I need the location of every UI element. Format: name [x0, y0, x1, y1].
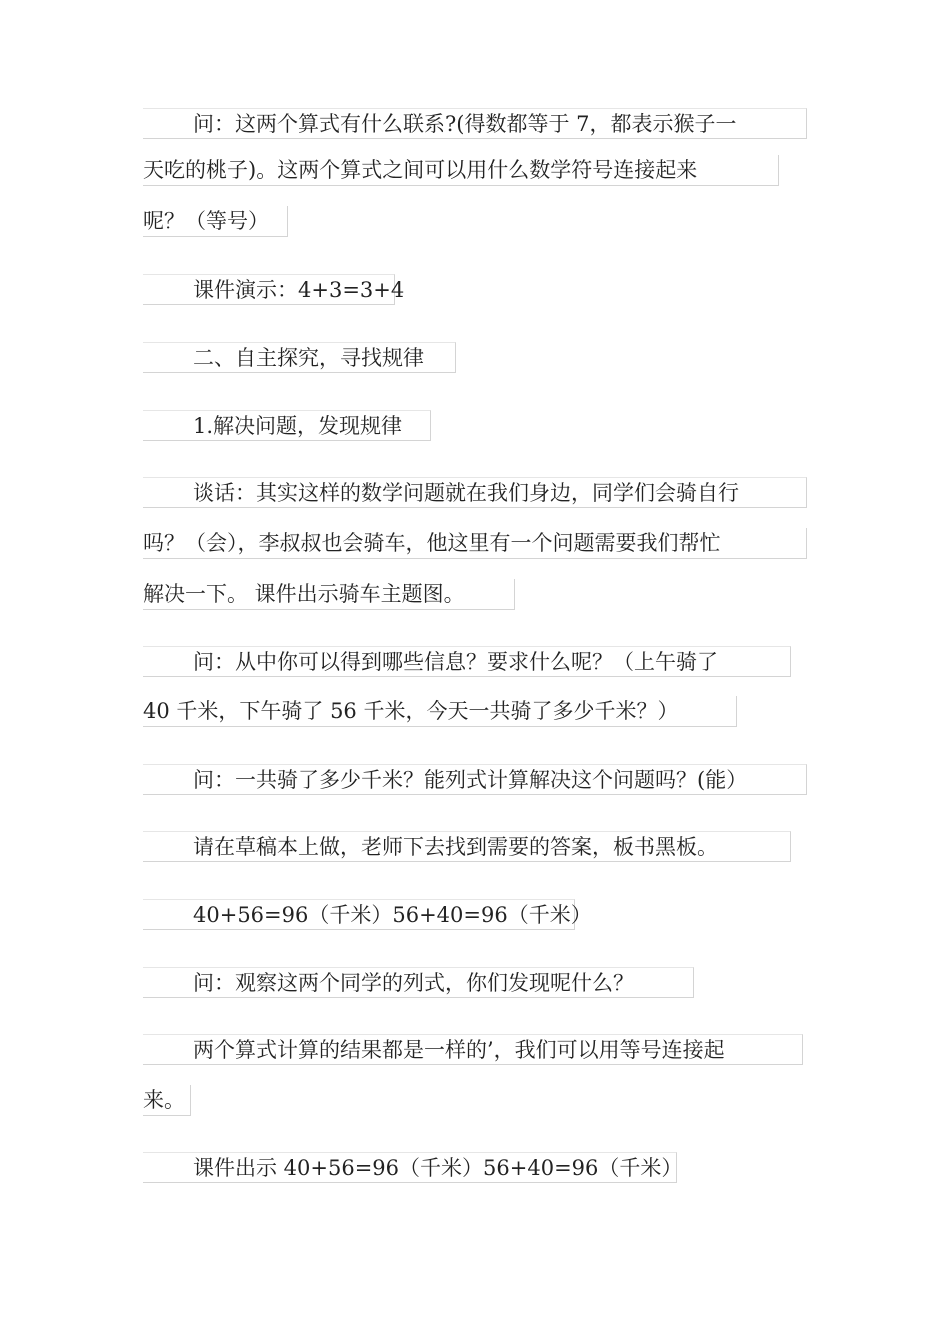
paragraph-7-line-1: 问：一共骑了多少千米？能列式计算解决这个问题吗？(能） [143, 764, 807, 795]
formula-line: 40+56=96（千米）56+40=96（千米） [143, 899, 575, 930]
paragraph-1-line-2: 天吃的桃子)。这两个算式之间可以用什么数学符号连接起来 [143, 155, 779, 186]
paragraph-5-line-1: 谈话：其实这样的数学问题就在我们身边，同学们会骑自行 [143, 477, 807, 508]
paragraph-12-line-1: 课件出示 40+56=96（千米）56+40=96（千米） [143, 1152, 677, 1183]
paragraph-1-line-1: 问：这两个算式有什么联系?(得数都等于 7，都表示猴子一 [143, 108, 807, 139]
section-heading: 二、自主探究，寻找规律 [143, 342, 456, 373]
paragraph-5-line-2: 吗？（会），李叔叔也会骑车，他这里有一个问题需要我们帮忙 [143, 528, 807, 559]
paragraph-10-line-1: 问：观察这两个同学的列式，你们发现呢什么？ [143, 967, 694, 998]
paragraph-6-line-1: 问：从中你可以得到哪些信息？要求什么呢？（上午骑了 [143, 646, 791, 677]
paragraph-2-line-1: 课件演示：4+3=3+4 [143, 274, 395, 305]
subsection-heading: 1.解决问题，发现规律 [143, 410, 431, 441]
paragraph-5-line-3: 解决一下。 课件出示骑车主题图。 [143, 579, 515, 610]
paragraph-11-line-2: 来。 [143, 1085, 191, 1116]
paragraph-8-line-1: 请在草稿本上做，老师下去找到需要的答案，板书黑板。 [143, 831, 791, 862]
paragraph-6-line-2: 40 千米，下午骑了 56 千米，今天一共骑了多少千米？） [143, 696, 737, 727]
paragraph-11-line-1: 两个算式计算的结果都是一样的’，我们可以用等号连接起 [143, 1034, 803, 1065]
paragraph-1-line-3: 呢？（等号） [143, 206, 288, 237]
